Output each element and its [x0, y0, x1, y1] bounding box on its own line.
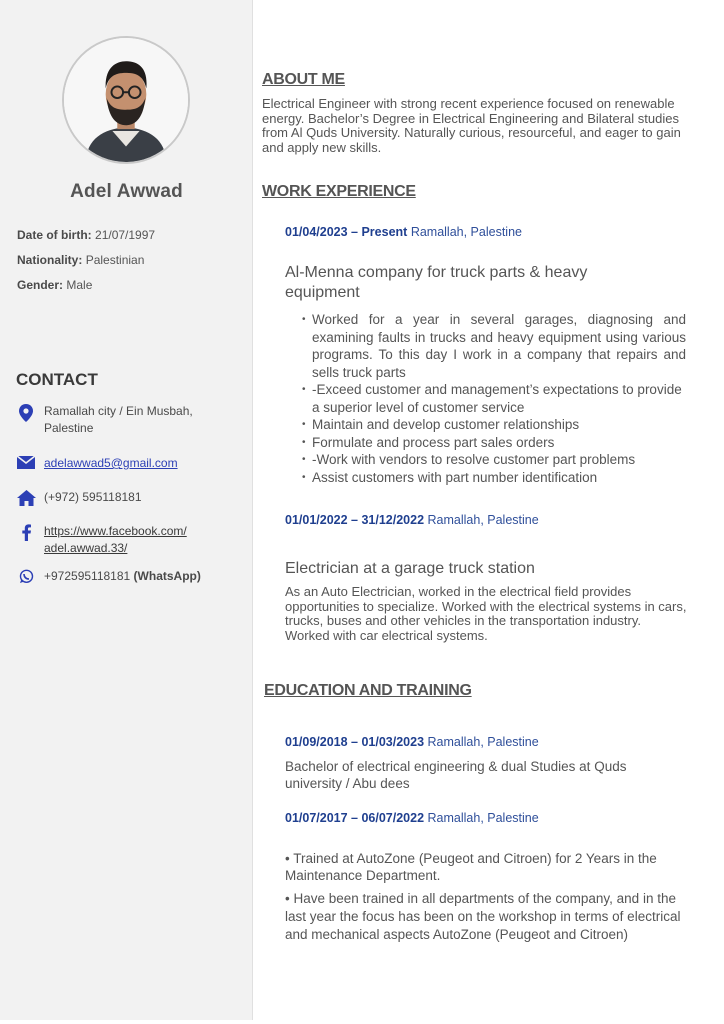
education-heading: EDUCATION AND TRAINING: [264, 682, 472, 699]
list-item: • Maintain and develop customer relationships: [302, 416, 686, 434]
dob-label: Date of birth:: [17, 228, 92, 242]
job2-title: Electrician at a garage truck station: [285, 560, 535, 577]
edu2-location: Ramallah, Palestine: [427, 811, 539, 825]
facebook-icon: [16, 523, 36, 541]
edu2-note-2: • Have been trained in all departments of the company, and in the last year the focus has been on the workshop in terms of electrical and mechanical aspects AutoZone (Peugeot and Citroen): [285, 891, 681, 942]
job1-title: Al-Menna company for truck parts & heavy equipment: [285, 264, 588, 301]
job2-location: Ramallah, Palestine: [427, 513, 539, 527]
list-item: • -Work with vendors to resolve customer part problems: [302, 451, 686, 469]
whatsapp-icon: [16, 568, 36, 584]
contact-phone: [16, 489, 244, 506]
contact-email: [16, 455, 244, 472]
contact-location: [16, 403, 244, 437]
home-icon: [16, 489, 36, 506]
edu2-date-range: 01/07/2017 – 06/07/2022: [285, 811, 425, 825]
job2-date-range: 01/01/2022 – 31/12/2022: [285, 513, 425, 527]
contact-facebook: [16, 523, 244, 557]
gender-value: Male: [66, 278, 93, 292]
sidebar: [0, 0, 253, 1020]
job2-description: As an Auto Electrician, worked in the electrical field provides opportunities to specialize. Worked with the electrical systems in cars, trucks, buses and other vehicles in the transportation industry. Worked with car electrical systems.: [285, 584, 687, 643]
phone-text[interactable]: (+972) 595118181: [44, 490, 142, 504]
list-item: • -Exceed customer and management’s expectations to provide a superior level of customer service: [302, 381, 686, 416]
gender-label: Gender:: [17, 278, 64, 292]
whatsapp-text[interactable]: [36, 568, 201, 585]
edu1-dates: [285, 735, 539, 749]
edu2-dates: [285, 811, 539, 825]
contact-whatsapp: [16, 568, 244, 585]
edu1-description: Bachelor of electrical engineering & dual Studies at Quds university / Abu dees: [285, 759, 627, 791]
about-heading: ABOUT ME: [262, 71, 345, 88]
job1-dates: [285, 225, 522, 239]
edu2-note-1: • Trained at AutoZone (Peugeot and Citroen) for 2 Years in the Maintenance Department.: [285, 851, 657, 883]
edu1-location: Ramallah, Palestine: [427, 735, 539, 749]
list-item: • Formulate and process part sales orders: [302, 434, 686, 452]
profile-name: Adel Awwad: [70, 181, 183, 202]
job1-date-range: 01/04/2023 – Present: [285, 225, 408, 239]
location-text: [36, 403, 193, 437]
nationality-value: Palestinian: [85, 253, 145, 267]
nationality: [17, 253, 144, 267]
list-item: • Assist customers with part number identification: [302, 469, 686, 487]
map-pin-icon: [16, 403, 36, 422]
email-icon: [16, 455, 36, 469]
email-link[interactable]: adelawwad5@gmail.com: [44, 456, 178, 470]
whatsapp-label: (WhatsApp): [133, 569, 201, 583]
work-experience-heading: WORK EXPERIENCE: [262, 183, 416, 200]
date-of-birth: [17, 228, 155, 242]
list-item: • Worked for a year in several garages, diagnosing and examining faults in trucks and heavy equipment using various programs. To this day I work in a company that repairs and sells truck parts: [302, 311, 686, 381]
job1-bullets: [302, 311, 686, 486]
profile-photo-illustration: [64, 38, 188, 162]
nationality-label: Nationality:: [17, 253, 83, 267]
job2-dates: [285, 513, 539, 527]
job1-location: Ramallah, Palestine: [410, 225, 522, 239]
location-line2: Palestine: [44, 421, 94, 435]
edu1-date-range: 01/09/2018 – 01/03/2023: [285, 735, 425, 749]
location-line1: Ramallah city / Ein Musbah,: [44, 404, 193, 418]
facebook-line1: https://www.facebook.com/: [44, 524, 187, 538]
facebook-link[interactable]: [36, 523, 187, 557]
contact-heading: CONTACT: [16, 370, 98, 389]
dob-value: 21/07/1997: [95, 228, 156, 242]
gender: [17, 278, 92, 292]
about-text: Electrical Engineer with strong recent experience focused on renewable energy. Bachelor’s Degree in Electrical Engineering and Bilateral studies from Al Quds University. Naturally curious, resourceful, and eager to gain and apply new skills.: [262, 96, 681, 155]
facebook-line2: adel.awwad.33/: [44, 541, 128, 555]
profile-photo: [62, 36, 190, 164]
whatsapp-number: +972595118181: [44, 569, 131, 583]
